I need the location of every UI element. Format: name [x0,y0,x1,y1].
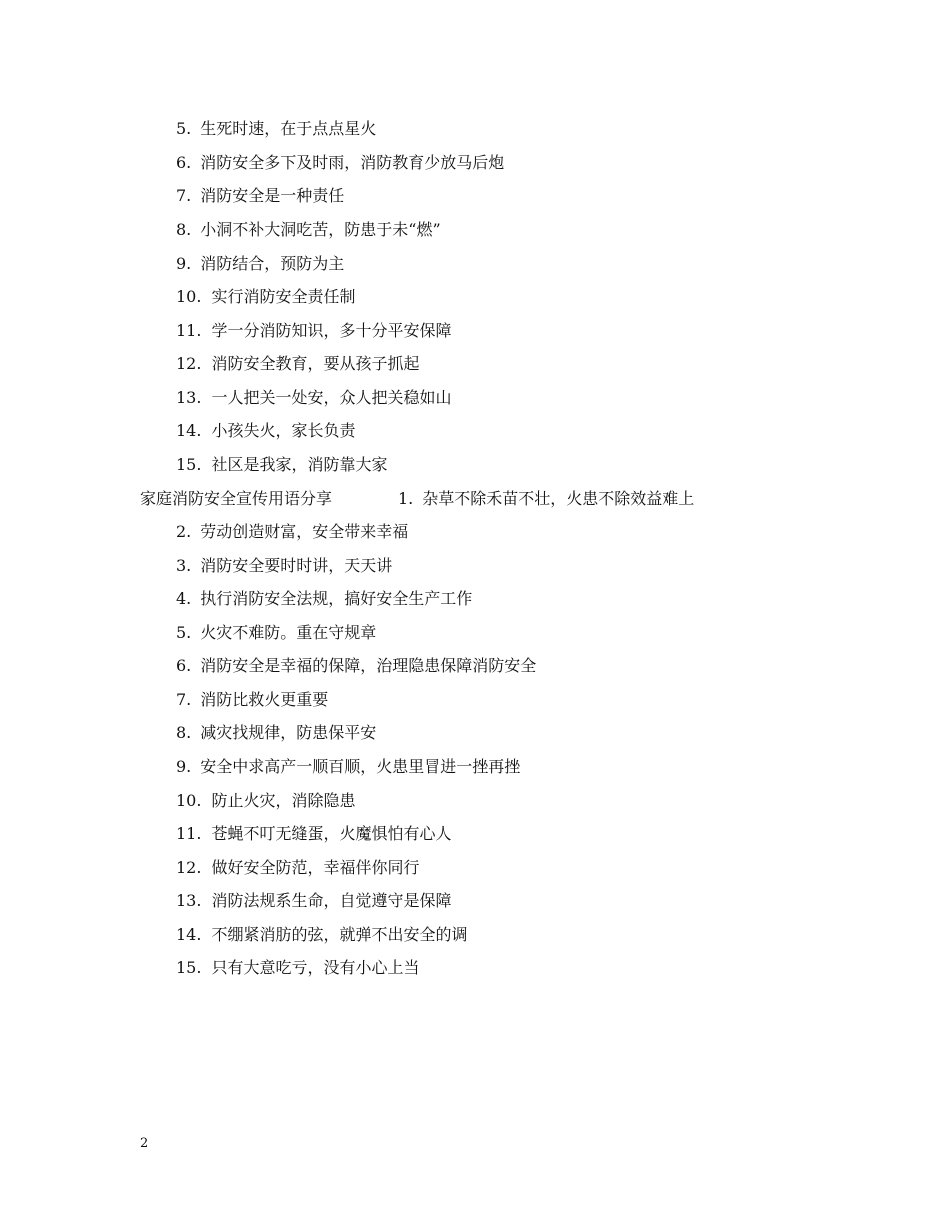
list-item [176,622,376,644]
list-item [176,118,376,140]
list-item [176,219,441,241]
list-item [176,253,344,275]
list-item [176,353,419,375]
item-number: 10. [176,287,202,306]
item-text: 生死时速，在于点点星火 [200,119,377,138]
item-number: 7. [176,186,192,205]
item-number: 10. [176,791,202,810]
list-item [176,152,504,174]
item-number: 14. [176,925,202,944]
item-text: 消防安全是一种责任 [200,186,345,205]
list-item [176,387,451,409]
item-text: 消防安全多下及时雨，消防教育少放马后炮 [200,153,505,172]
item-number: 5. [176,623,192,642]
list-item [176,722,376,744]
item-text: 劳动创造财富，安全带来幸福 [200,522,409,541]
item-text: 杂草不除禾苗不壮，火患不除效益难上 [422,489,695,508]
item-text: 安全中求高产一顺百顺，火患里冒进一挫再挫 [200,757,521,776]
list-item [176,286,355,308]
item-text: 减灾找规律，防患保平安 [200,723,377,742]
section-title: 家庭消防安全宣传用语分享 [140,489,333,508]
item-number: 15. [176,455,202,474]
list-item [176,420,355,442]
item-number: 11. [176,824,202,843]
item-number: 9. [176,757,192,776]
item-number: 4. [176,589,192,608]
list-item [176,185,344,207]
list-item [176,689,328,711]
item-number: 14. [176,421,202,440]
list-item [176,454,387,476]
list-item [176,521,408,543]
item-number: 12. [176,354,202,373]
item-number: 12. [176,858,202,877]
item-text: 实行消防安全责任制 [211,287,356,306]
item-text: 不绷紧消肪的弦，就弹不出安全的调 [211,925,468,944]
item-number: 5. [176,119,192,138]
item-text: 消防法规系生命，自觉遵守是保障 [211,891,452,910]
item-text: 执行消防安全法规，搞好安全生产工作 [200,589,473,608]
list-item [176,588,472,610]
item-text: 火灾不难防。重在守规章 [200,623,377,642]
item-text: 社区是我家，消防靠大家 [211,455,388,474]
item-number: 11. [176,321,202,340]
item-number: 6. [176,656,192,675]
list-item [176,655,536,677]
item-text: 防止火灾，消除隐患 [211,791,356,810]
item-number: 7. [176,690,192,709]
item-text: 小洞不补大洞吃苦，防患于未“燃” [200,220,441,239]
list-item [176,823,451,845]
item-number: 3. [176,556,192,575]
list-item [176,924,467,946]
list-item [176,320,451,342]
item-number: 13. [176,891,202,910]
item-number: 8. [176,220,192,239]
item-text: 苍蝇不叮无缝蛋，火魔惧怕有心人 [211,824,452,843]
item-text: 做好安全防范，幸福伴你同行 [211,858,420,877]
list-item [176,890,451,912]
item-number: 6. [176,153,192,172]
section-heading-row [140,488,694,510]
item-number: 1. [398,489,414,508]
list-item [176,790,355,812]
item-number: 15. [176,958,202,977]
item-number: 8. [176,723,192,742]
item-text: 消防安全教育，要从孩子抓起 [211,354,420,373]
item-text: 小孩失火，家长负责 [211,421,356,440]
item-number: 13. [176,388,202,407]
list-item [176,756,520,778]
item-text: 消防安全要时时讲，天天讲 [200,556,393,575]
item-text: 消防结合，预防为主 [200,254,345,273]
list-item [176,555,392,577]
page-number: 2 [140,1136,149,1151]
item-number: 9. [176,254,192,273]
list-item [176,857,419,879]
item-text: 一人把关一处安，众人把关稳如山 [211,388,452,407]
item-number: 2. [176,522,192,541]
item-text: 消防安全是幸福的保障，治理隐患保障消防安全 [200,656,537,675]
item-text: 只有大意吃亏，没有小心上当 [211,958,420,977]
list-item [176,957,419,979]
item-text: 消防比救火更重要 [200,690,329,709]
item-text: 学一分消防知识，多十分平安保障 [211,321,452,340]
